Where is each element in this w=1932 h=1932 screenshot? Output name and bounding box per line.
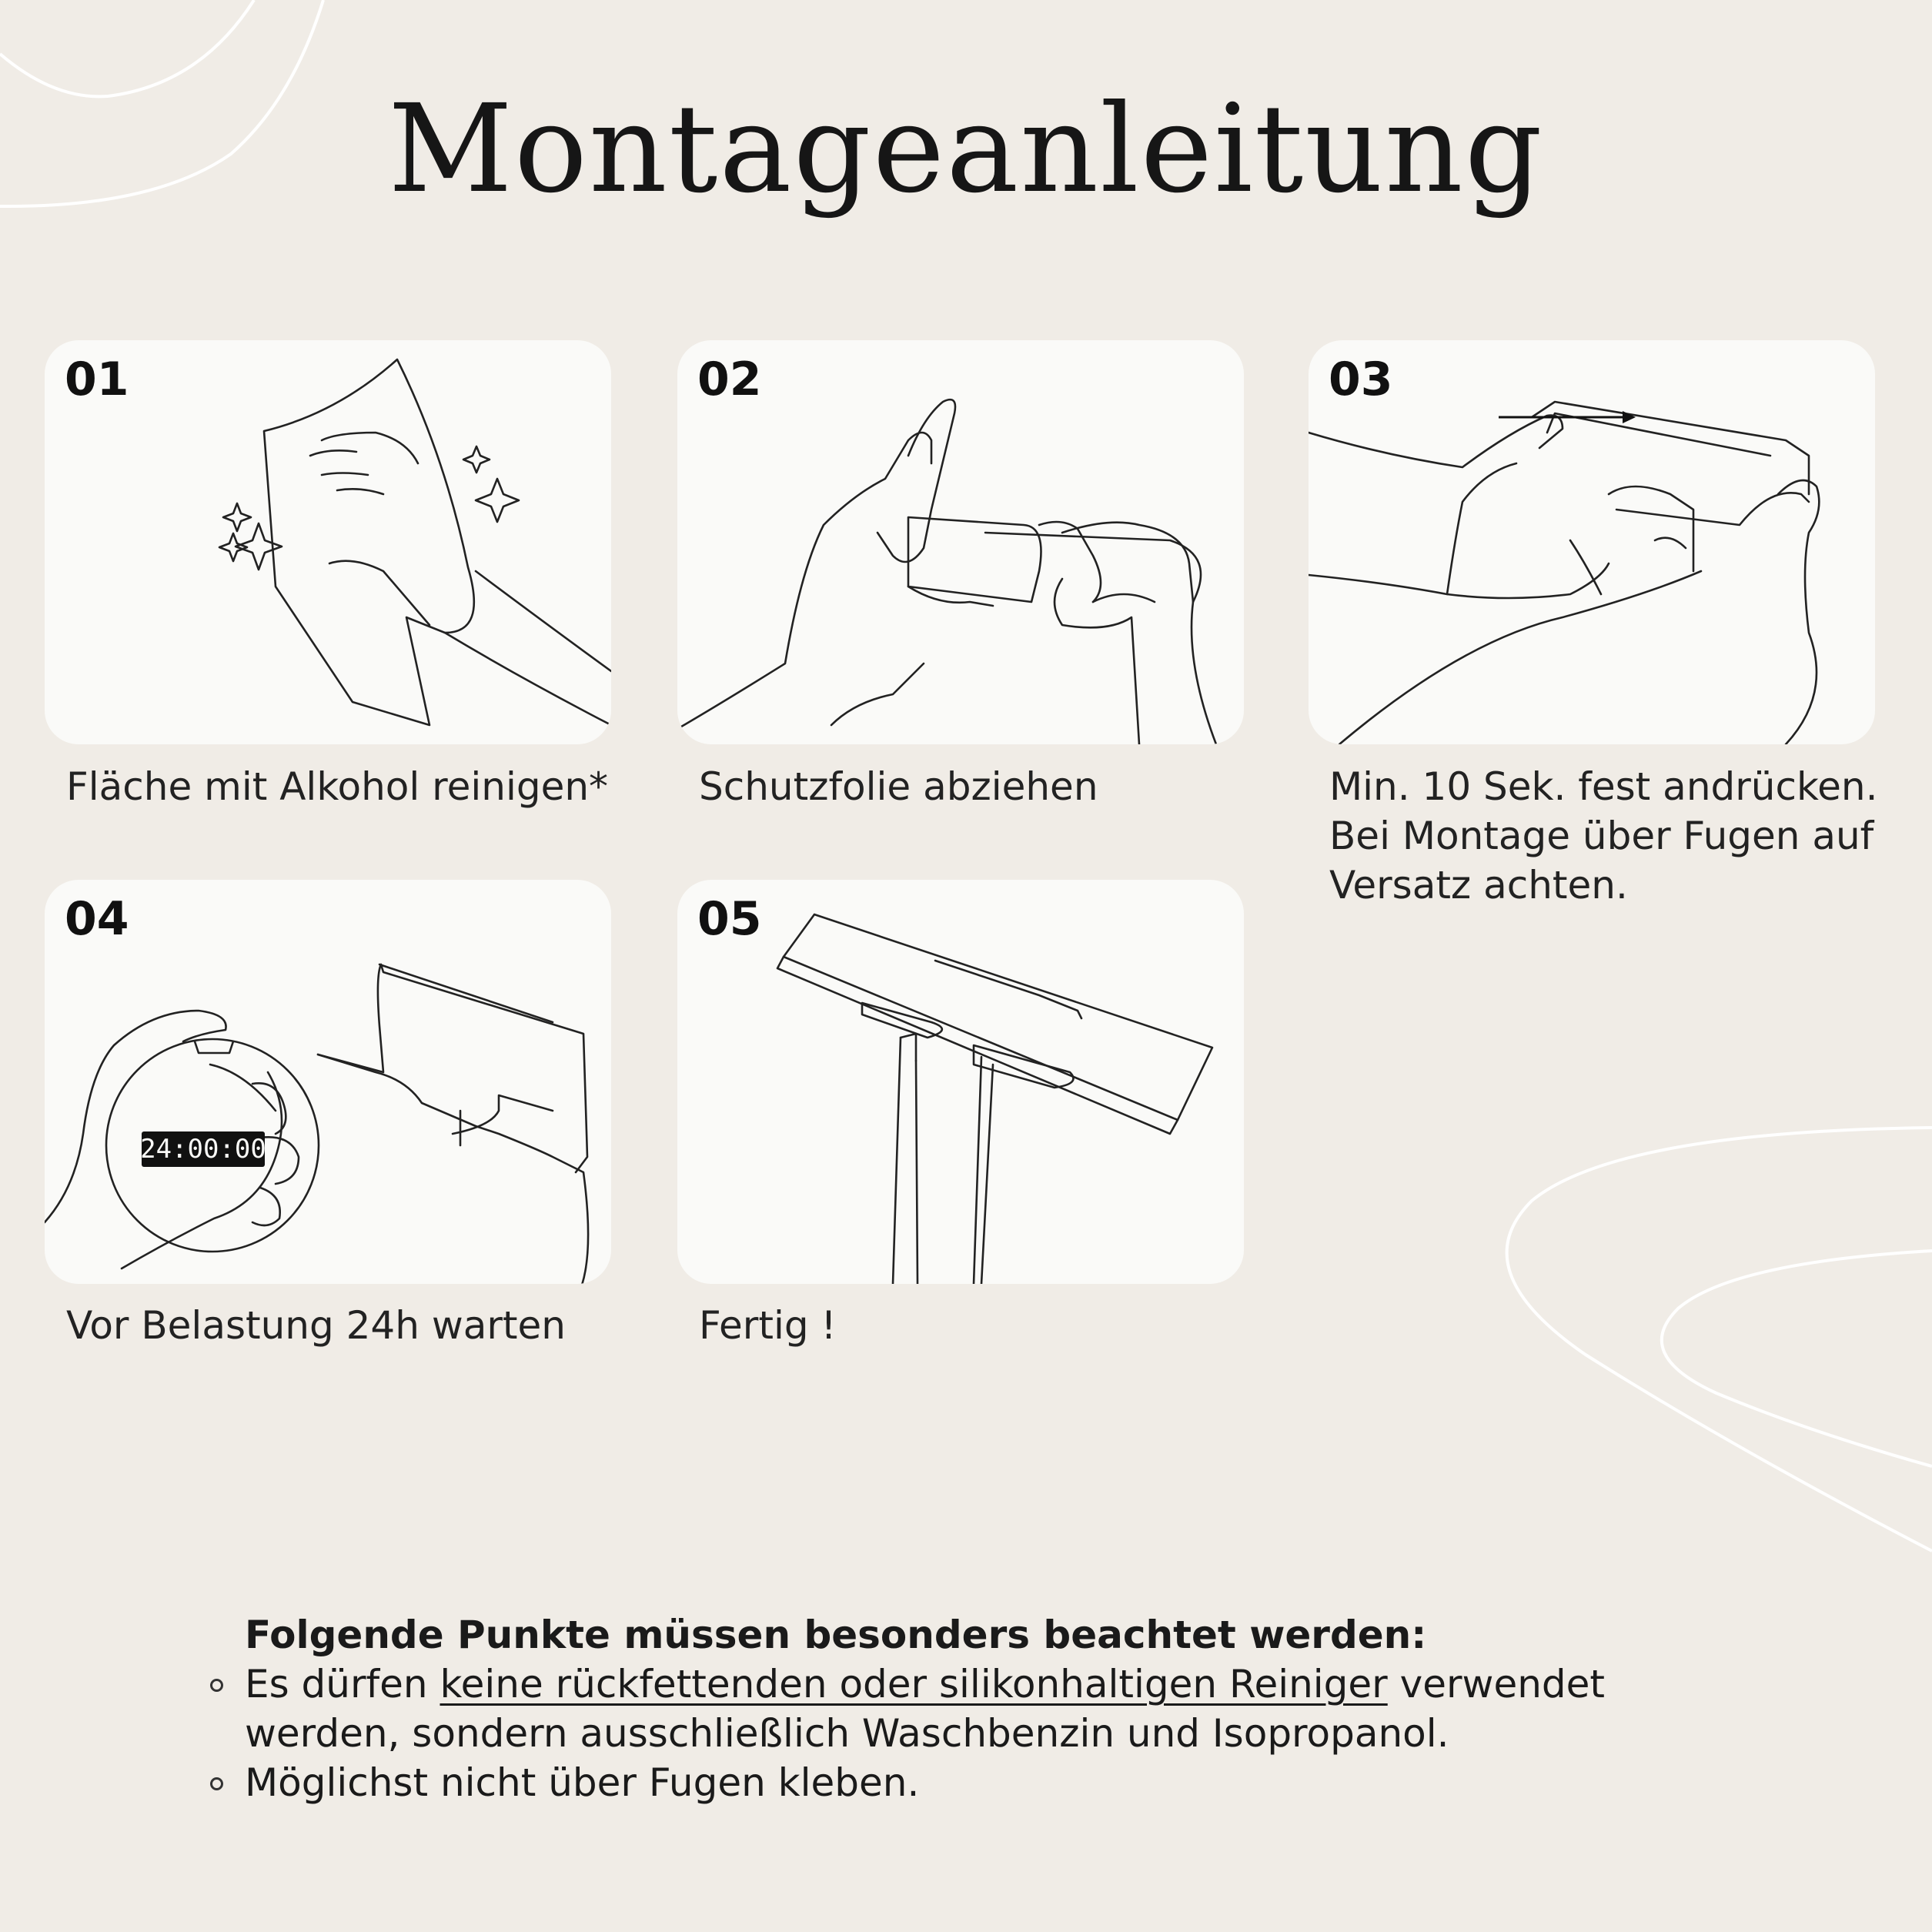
note-text: verwendet [1387,1662,1606,1706]
important-notes [245,1610,1630,1807]
note-text: Möglichst nicht über Fugen kleben. [245,1760,920,1805]
notes-list [245,1660,1630,1807]
step-number: 01 [65,353,129,406]
step-caption-04: Vor Belastung 24h warten [66,1303,566,1348]
page-title: Montageanleitung [388,79,1544,220]
caption-line: Min. 10 Sek. fest andrücken. [1329,764,1878,809]
bullet-circle-icon [210,1777,223,1790]
list-item [245,1660,1630,1758]
step-number: 04 [65,892,129,946]
bullet-circle-icon [210,1679,223,1692]
step-caption-03 [1329,762,1878,910]
list-item [245,1758,1630,1807]
step-number: 03 [1329,353,1393,406]
peel-film-illustration [677,340,1244,744]
step-caption-02: Schutzfolie abziehen [699,764,1098,809]
note-text: Es dürfen [245,1662,440,1706]
step-caption-01: Fläche mit Alkohol reinigen* [66,764,609,809]
timer-display: 24:00:00 [140,1134,266,1165]
finished-holder-illustration [677,880,1244,1284]
step-number: 05 [697,892,762,946]
caption-line: Bei Montage über Fugen auf [1329,814,1874,858]
note-text: werden, sondern ausschließlich Waschbenzin und Isopropanol. [245,1711,1449,1756]
step-card-01 [45,340,611,744]
step-card-02 [677,340,1244,744]
step-card-04 [45,880,611,1284]
wipe-hand-illustration [45,340,611,744]
caption-line: Versatz achten. [1329,863,1628,908]
stopwatch-illustration [45,880,611,1284]
notes-heading: Folgende Punkte müssen besonders beachtet werden: [245,1613,1427,1657]
step-card-05 [677,880,1244,1284]
step-card-03 [1309,340,1875,744]
press-holder-illustration [1309,340,1875,744]
step-number: 02 [697,353,762,406]
note-underlined-text: keine rückfettenden oder silikonhaltigen Reiniger [440,1662,1388,1706]
step-caption-05: Fertig ! [699,1303,837,1348]
direction-arrow-icon [1499,411,1636,423]
